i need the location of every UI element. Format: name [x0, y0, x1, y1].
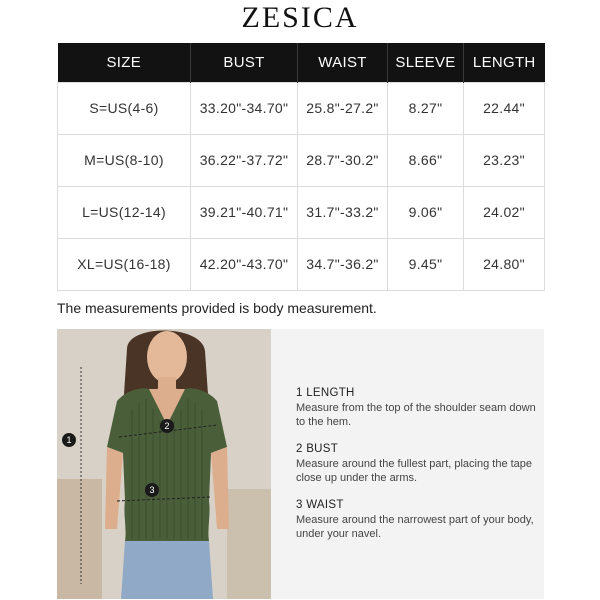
header-length: LENGTH: [464, 43, 545, 82]
waist-marker-label: 3: [149, 485, 155, 495]
cell-length: 22.44": [464, 82, 545, 134]
cell-waist: 28.7"-30.2": [298, 134, 388, 186]
brand-logo: ZESICA: [241, 1, 359, 34]
cell-size: M=US(8-10): [58, 134, 191, 186]
table-row: [58, 238, 545, 290]
measurement-note: The measurements provided is body measurement.: [57, 300, 377, 316]
instruction-length: [296, 387, 536, 429]
cell-bust: 36.22"-37.72": [191, 134, 298, 186]
table-row: [58, 186, 545, 238]
cell-waist: 31.7"-33.2": [298, 186, 388, 238]
length-marker-label: 1: [66, 435, 72, 445]
cell-length: 24.02": [464, 186, 545, 238]
instruction-title: 2 BUST: [296, 443, 339, 455]
cell-waist: 25.8"-27.2": [298, 82, 388, 134]
cell-sleeve: 8.66": [388, 134, 464, 186]
bust-marker-label: 2: [164, 421, 170, 431]
header-size: SIZE: [58, 43, 191, 82]
instruction-bust: [296, 443, 536, 485]
cell-sleeve: 9.45": [388, 238, 464, 290]
cell-bust: 33.20"-34.70": [191, 82, 298, 134]
cell-bust: 39.21"-40.71": [191, 186, 298, 238]
table-row: [58, 134, 545, 186]
model-illustration: [57, 329, 271, 599]
measurement-instructions: [296, 387, 536, 555]
cell-waist: 34.7"-36.2": [298, 238, 388, 290]
instruction-title: 1 LENGTH: [296, 387, 355, 399]
instruction-text: Measure from the top of the shoulder seam down to the hem.: [296, 402, 536, 428]
cell-size: L=US(12-14): [58, 186, 191, 238]
instruction-text: Measure around the narrowest part of your body, under your navel.: [296, 514, 534, 540]
header-bust: BUST: [191, 43, 298, 82]
header-sleeve: SLEEVE: [388, 43, 464, 82]
cell-length: 24.80": [464, 238, 545, 290]
cell-bust: 42.20"-43.70": [191, 238, 298, 290]
measurement-guide-panel: [57, 329, 544, 599]
waist-marker: [145, 483, 159, 497]
table-row: [58, 82, 545, 134]
model-photo: [57, 329, 271, 599]
instruction-title: 3 WAIST: [296, 499, 344, 511]
cell-length: 23.23": [464, 134, 545, 186]
cell-sleeve: 9.06": [388, 186, 464, 238]
table-header-row: [58, 43, 545, 82]
length-marker: [62, 433, 76, 447]
cell-size: S=US(4-6): [58, 82, 191, 134]
header-waist: WAIST: [298, 43, 388, 82]
cell-size: XL=US(16-18): [58, 238, 191, 290]
size-chart-table: [57, 43, 545, 291]
instruction-text: Measure around the fullest part, placing the tape close up under the arms.: [296, 458, 533, 484]
instruction-waist: [296, 499, 536, 541]
cell-sleeve: 8.27": [388, 82, 464, 134]
bust-marker: [160, 419, 174, 433]
